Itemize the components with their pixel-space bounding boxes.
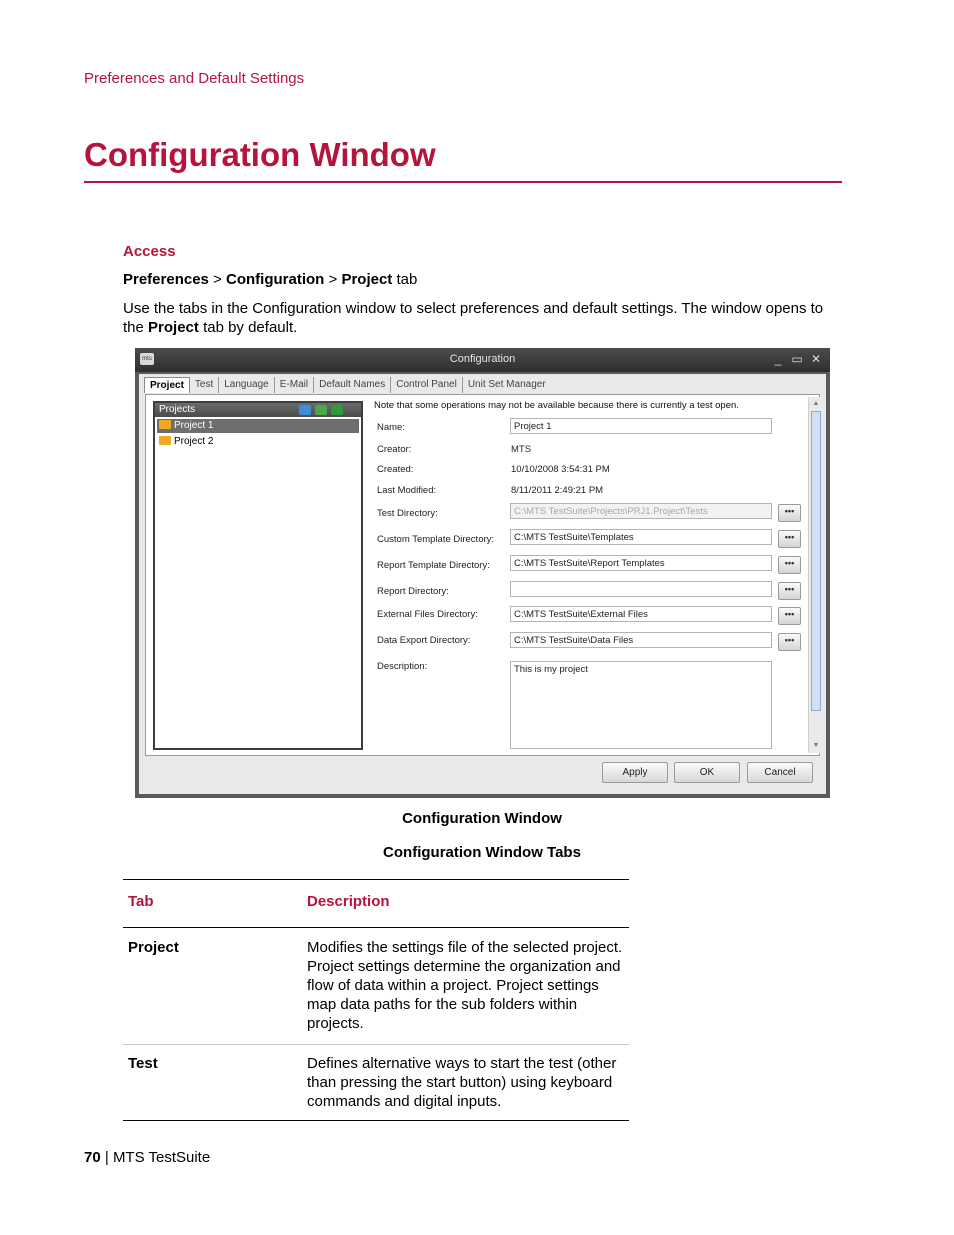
running-head: Preferences and Default Settings <box>84 70 305 87</box>
project-item[interactable] <box>157 435 359 449</box>
title-rule <box>84 181 842 183</box>
description-field[interactable]: This is my project <box>510 661 772 749</box>
browse-button[interactable]: ••• <box>778 582 801 600</box>
report-template-directory-field[interactable]: C:\MTS TestSuite\Report Templates <box>510 555 772 571</box>
window-titlebar <box>135 348 830 372</box>
scrollbar-thumb[interactable] <box>811 411 821 711</box>
intro-bold: Project <box>148 319 199 336</box>
project-item-label: Project 1 <box>174 420 214 431</box>
tab-default-names[interactable]: Default Names <box>314 377 391 393</box>
table-cell-description: Modifies the settings file of the selected project. Project settings determine the organization and flow of data within a project. Project settings map data paths for the sub folders within projects. <box>307 939 623 1032</box>
last-modified-value: 8/11/2011 2:49:21 PM <box>511 485 604 496</box>
path-configuration: Configuration <box>226 271 325 288</box>
tab-control-panel[interactable]: Control Panel <box>391 377 463 393</box>
close-icon[interactable]: ✕ <box>810 352 822 366</box>
custom-template-directory-label: Custom Template Directory: <box>377 534 495 545</box>
custom-template-directory-field[interactable]: C:\MTS TestSuite\Templates <box>510 529 772 545</box>
path-separator: > <box>328 271 338 288</box>
external-files-directory-label: External Files Directory: <box>377 609 478 620</box>
intro-paragraph <box>123 299 843 337</box>
tab-project[interactable]: Project <box>144 377 190 393</box>
window-body <box>139 374 826 794</box>
created-value: 10/10/2008 3:54:31 PM <box>511 464 610 475</box>
folder-icon <box>159 420 171 429</box>
last-modified-label: Last Modified: <box>377 485 437 496</box>
report-directory-field[interactable] <box>510 581 772 597</box>
report-template-directory-label: Report Template Directory: <box>377 560 490 571</box>
tab-unit-set-manager[interactable]: Unit Set Manager <box>467 379 546 390</box>
table-header-description: Description <box>307 893 390 910</box>
browse-button[interactable]: ••• <box>778 504 801 522</box>
table-bottom-rule <box>123 1120 629 1121</box>
table-top-rule <box>123 879 629 880</box>
vertical-scrollbar[interactable] <box>808 397 823 753</box>
name-label: Name: <box>377 422 405 433</box>
table-cell-tab: Test <box>128 1055 158 1072</box>
path-suffix: tab <box>396 271 418 288</box>
configuration-window-screenshot <box>135 348 830 798</box>
page-footer <box>84 1149 210 1166</box>
maximize-icon[interactable]: ▭ <box>791 352 803 366</box>
page-title: Configuration Window <box>84 136 436 173</box>
browse-button[interactable]: ••• <box>778 633 801 651</box>
created-label: Created: <box>377 464 414 475</box>
projects-list <box>153 401 363 750</box>
external-files-directory-field[interactable]: C:\MTS TestSuite\External Files <box>510 606 772 622</box>
add-project-icon[interactable] <box>299 405 311 415</box>
intro-text-end: tab by default. <box>203 319 298 336</box>
open-project-icon[interactable] <box>331 405 343 415</box>
test-directory-field: C:\MTS TestSuite\Projects\PRJ1.Project\Tests <box>510 503 772 519</box>
project-item[interactable] <box>157 419 359 433</box>
ok-button[interactable]: OK <box>674 762 740 783</box>
project-item-label: Project 2 <box>174 436 214 447</box>
table-row-rule <box>123 1044 629 1045</box>
apply-button[interactable]: Apply <box>602 762 668 783</box>
intro-text: Use the tabs in the Configuration window to select preferences and default settings. The window opens to the <box>123 300 824 336</box>
table-cell-description: Defines alternative ways to start the test (other than pressing the start button) using keyboard commands and digital inputs. <box>307 1055 617 1110</box>
table-caption: Configuration Window Tabs <box>383 844 581 861</box>
minimize-icon[interactable]: _ <box>774 352 782 366</box>
path-separator: > <box>213 271 222 288</box>
folder-icon <box>159 436 171 445</box>
projects-header <box>155 403 361 417</box>
projects-header-label: Projects <box>159 404 196 415</box>
scroll-up-icon[interactable]: ▲ <box>812 400 820 407</box>
page-number: 70 <box>84 1149 101 1166</box>
tab-strip <box>144 377 551 393</box>
creator-value: MTS <box>511 444 532 455</box>
footer-product: MTS TestSuite <box>112 1149 211 1166</box>
tab-email[interactable]: E-Mail <box>275 377 314 393</box>
browse-button[interactable]: ••• <box>778 530 801 548</box>
footer-separator: | <box>104 1149 109 1166</box>
figure-caption: Configuration Window <box>402 810 562 827</box>
save-project-icon[interactable] <box>315 405 327 415</box>
app-logo-icon: mts <box>140 353 154 365</box>
data-export-directory-label: Data Export Directory: <box>377 635 471 646</box>
report-directory-label: Report Directory: <box>377 586 449 597</box>
name-field[interactable]: Project 1 <box>510 418 772 434</box>
data-export-directory-field[interactable]: C:\MTS TestSuite\Data Files <box>510 632 772 648</box>
table-header-tab: Tab <box>128 893 154 910</box>
tab-language[interactable]: Language <box>219 377 275 393</box>
table-cell-tab: Project <box>128 939 179 956</box>
access-heading: Access <box>123 243 176 260</box>
cancel-button[interactable]: Cancel <box>747 762 813 783</box>
path-project: Project <box>341 271 393 288</box>
window-title: Configuration <box>449 353 516 365</box>
test-directory-label: Test Directory: <box>377 508 438 519</box>
tab-test[interactable]: Test <box>190 377 219 393</box>
path-preferences: Preferences <box>123 271 209 288</box>
creator-label: Creator: <box>377 444 412 455</box>
test-open-note: Note that some operations may not be available because there is currently a test open. <box>374 400 739 411</box>
project-panel <box>145 394 820 756</box>
access-path <box>123 271 417 288</box>
browse-button[interactable]: ••• <box>778 556 801 574</box>
table-header-rule <box>123 927 629 928</box>
scroll-down-icon[interactable]: ▼ <box>812 742 820 749</box>
browse-button[interactable]: ••• <box>778 607 801 625</box>
description-label: Description: <box>377 661 428 672</box>
